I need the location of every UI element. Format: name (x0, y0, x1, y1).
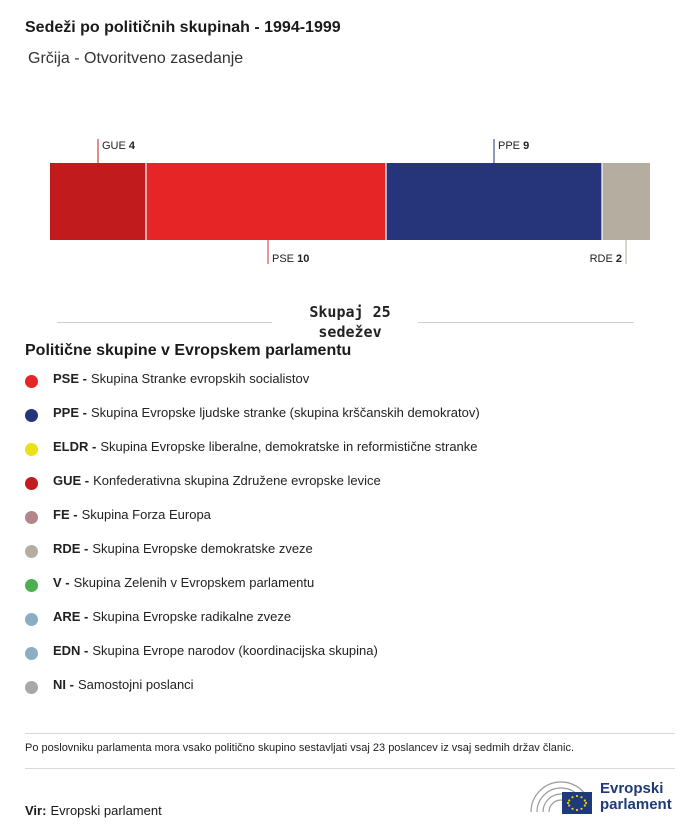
legend (25, 371, 480, 711)
legend-swatch (25, 511, 38, 524)
legend-code: NI - (53, 677, 74, 692)
legend-item (25, 405, 480, 439)
note-divider-bottom (25, 768, 675, 769)
legend-swatch (25, 545, 38, 558)
bar-segment-rde (602, 163, 650, 240)
legend-swatch (25, 477, 38, 490)
legend-swatch (25, 647, 38, 660)
legend-description: Skupina Evropske radikalne zveze (92, 609, 292, 624)
legend-swatch (25, 375, 38, 388)
legend-code: RDE - (53, 541, 89, 556)
legend-item (25, 371, 480, 405)
data-label-rde: RDE 2 (589, 253, 622, 265)
bar-segment-ppe (386, 163, 602, 240)
legend-code: ARE - (53, 609, 89, 624)
source-label: Vir: (25, 803, 47, 818)
legend-description: Skupina Evrope narodov (koordinacijska skupina) (92, 643, 378, 658)
legend-item (25, 575, 480, 609)
legend-description: Skupina Evropske liberalne, demokratske in reformistične stranke (100, 439, 478, 454)
legend-code: PSE - (53, 371, 87, 386)
legend-code: ELDR - (53, 439, 97, 454)
legend-item (25, 609, 480, 643)
legend-description: Skupina Evropske ljudske stranke (skupina krščanskih demokratov) (90, 405, 480, 420)
bar-segment-pse (146, 163, 386, 240)
seat-bar-chart (0, 130, 700, 280)
logo-wordmark (600, 781, 672, 813)
chart-subtitle: Grčija - Otvoritveno zasedanje (28, 50, 244, 67)
legend-code: EDN - (53, 643, 89, 658)
total-divider-left (57, 322, 272, 323)
legend-item (25, 473, 480, 507)
total-seats-unit: sedežev (318, 323, 382, 341)
legend-code: FE - (53, 507, 78, 522)
legend-description: Konfederativna skupina Združene evropske levice (93, 473, 381, 488)
legend-description: Skupina Zelenih v Evropskem parlamentu (73, 575, 315, 590)
legend-code: GUE - (53, 473, 90, 488)
data-label-ppe: PPE 9 (498, 140, 530, 152)
legend-swatch (25, 681, 38, 694)
legend-title: Politične skupine v Evropskem parlamentu (25, 342, 352, 359)
logo-line-1: Evropski (600, 780, 664, 797)
legend-description: Samostojni poslanci (77, 677, 194, 692)
legend-item (25, 507, 480, 541)
bar-segment-gue (50, 163, 146, 240)
legend-description: Skupina Forza Europa (81, 507, 211, 522)
hemicycle-icon (528, 776, 594, 816)
legend-swatch (25, 613, 38, 626)
legend-item (25, 439, 480, 473)
note-divider-top (25, 733, 675, 734)
source (25, 803, 162, 818)
logo-line-2: parlament (600, 796, 672, 813)
european-parliament-logo (528, 776, 678, 820)
legend-code: PPE - (53, 405, 87, 420)
legend-item (25, 541, 480, 575)
legend-swatch (25, 579, 38, 592)
data-label-gue: GUE 4 (102, 140, 136, 152)
total-divider-right (418, 322, 634, 323)
total-seats-count: Skupaj 25 (309, 303, 391, 321)
legend-description: Skupina Stranke evropskih socialistov (90, 371, 310, 386)
source-value: Evropski parlament (50, 803, 162, 818)
rules-note: Po poslovniku parlamenta mora vsako politično skupino sestavljati vsaj 23 poslancev iz vsaj sedmih držav članic. (25, 742, 575, 754)
data-label-pse: PSE 10 (272, 253, 310, 265)
total-seats (275, 302, 425, 342)
legend-swatch (25, 443, 38, 456)
legend-description: Skupina Evropske demokratske zveze (92, 541, 313, 556)
legend-code: V - (53, 575, 70, 590)
chart-title: Sedeži po političnih skupinah - 1994-1999 (25, 19, 341, 36)
legend-item (25, 677, 480, 711)
legend-swatch (25, 409, 38, 422)
legend-item (25, 643, 480, 677)
